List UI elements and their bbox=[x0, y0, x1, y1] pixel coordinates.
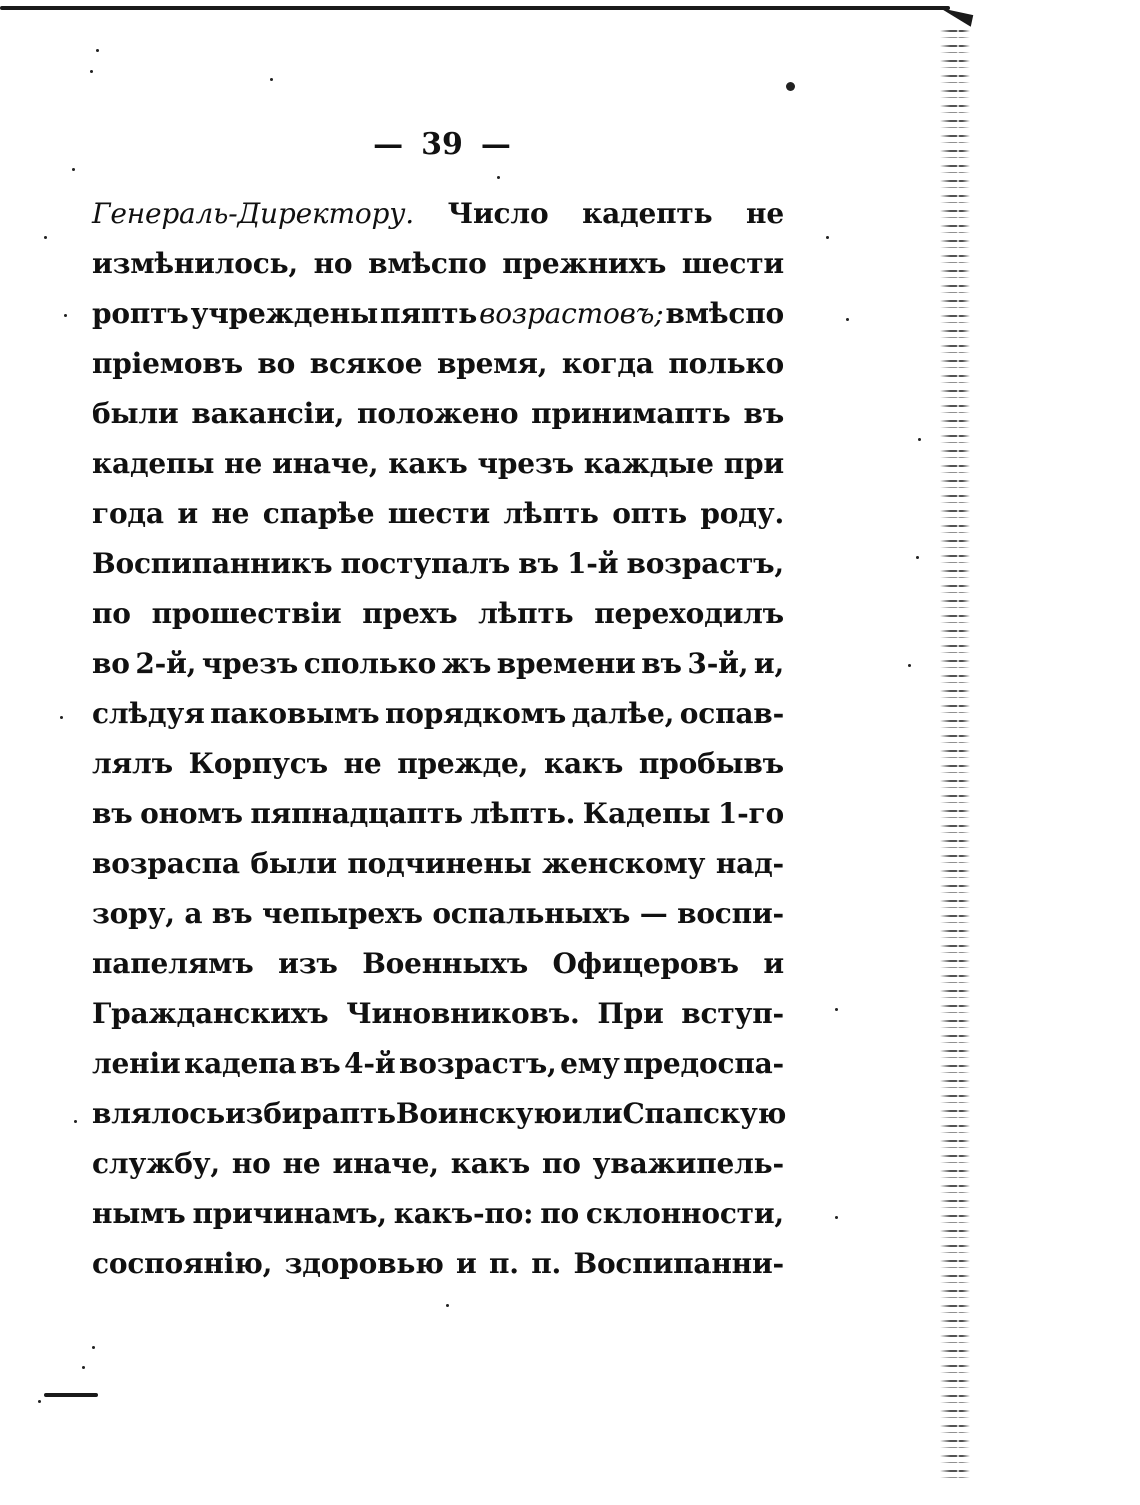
word: по bbox=[541, 1147, 581, 1180]
word: лѣпть. bbox=[470, 797, 576, 830]
word: подчинены bbox=[347, 847, 532, 880]
word: принимапть bbox=[531, 397, 731, 430]
text-line bbox=[92, 839, 784, 889]
word: какъ bbox=[543, 747, 624, 780]
word: возрастъ, bbox=[626, 547, 784, 580]
word: здоровью bbox=[284, 1247, 444, 1280]
word: въ bbox=[518, 547, 559, 580]
text-line bbox=[92, 989, 784, 1039]
word: Гражданскихъ bbox=[92, 997, 329, 1030]
ink-speck bbox=[270, 78, 273, 81]
word: вмѣспо bbox=[665, 297, 784, 330]
word: 3-й, bbox=[687, 647, 749, 680]
word: соспоянію, bbox=[92, 1247, 273, 1280]
word: вакансіи, bbox=[191, 397, 345, 430]
text-line bbox=[92, 1089, 787, 1139]
word: каждые bbox=[583, 447, 714, 480]
word: порядкомъ bbox=[384, 697, 566, 730]
ink-speck bbox=[916, 556, 919, 559]
word: но bbox=[231, 1147, 271, 1180]
word: измѣнилось, bbox=[92, 247, 298, 280]
word: положено bbox=[357, 397, 519, 430]
word: и bbox=[177, 497, 198, 530]
word: папелямъ bbox=[92, 947, 254, 980]
word: Число bbox=[447, 197, 549, 230]
word: леніи bbox=[92, 1047, 181, 1080]
ink-speck bbox=[44, 236, 47, 239]
word: чрезъ bbox=[477, 447, 574, 480]
word: возрастъ, bbox=[399, 1047, 557, 1080]
word: время, bbox=[436, 347, 548, 380]
word: поступалъ bbox=[340, 547, 511, 580]
word: Военныхъ bbox=[362, 947, 528, 980]
word: учреждены bbox=[190, 297, 378, 330]
word: лѣпть bbox=[478, 597, 574, 630]
word: далѣе, bbox=[571, 697, 675, 730]
ink-speck bbox=[96, 49, 99, 52]
ink-speck bbox=[835, 1216, 838, 1219]
word: были bbox=[250, 847, 337, 880]
word: ему bbox=[560, 1047, 620, 1080]
word: и bbox=[456, 1247, 477, 1280]
word: кадепа bbox=[184, 1047, 297, 1080]
text-line bbox=[92, 489, 784, 539]
word: не bbox=[343, 747, 382, 780]
word: предоспа- bbox=[623, 1047, 784, 1080]
word: Воспипанни- bbox=[573, 1247, 784, 1280]
text-line bbox=[92, 939, 784, 989]
word: не bbox=[746, 197, 784, 230]
text-line bbox=[92, 289, 784, 339]
word: возрастовъ; bbox=[479, 297, 664, 330]
ink-speck bbox=[908, 664, 911, 667]
text-line bbox=[92, 1189, 784, 1239]
body-text bbox=[92, 189, 787, 1289]
word: или bbox=[561, 1097, 623, 1130]
word: всякое bbox=[309, 347, 423, 380]
word: влялось bbox=[92, 1097, 225, 1130]
word: сполько bbox=[303, 647, 437, 680]
text-line bbox=[92, 239, 784, 289]
word: склонности, bbox=[585, 1197, 784, 1230]
word: зору, bbox=[92, 897, 175, 930]
word: по bbox=[92, 597, 131, 630]
text-line bbox=[92, 639, 784, 689]
ink-speck bbox=[72, 168, 75, 171]
ink-speck bbox=[835, 1008, 838, 1011]
word: были bbox=[92, 397, 179, 430]
word: паковымъ bbox=[210, 697, 380, 730]
text-line bbox=[92, 189, 784, 239]
word: времени bbox=[496, 647, 636, 680]
ink-speck bbox=[92, 1346, 95, 1349]
word: какъ bbox=[388, 447, 468, 480]
text-line bbox=[92, 889, 784, 939]
word: кадепть bbox=[582, 197, 713, 230]
word: 1-го bbox=[717, 797, 784, 830]
word: чепырехъ bbox=[261, 897, 423, 930]
word: вмѣспо bbox=[368, 247, 487, 280]
header-dash-left: — bbox=[373, 126, 404, 162]
word: прежде, bbox=[397, 747, 529, 780]
word: не bbox=[211, 497, 250, 530]
word: женскому bbox=[542, 847, 706, 880]
word: года bbox=[92, 497, 164, 530]
word: чрезъ bbox=[201, 647, 299, 680]
text-line bbox=[92, 389, 784, 439]
bottom-margin-mark bbox=[44, 1393, 98, 1397]
word: ономъ bbox=[140, 797, 243, 830]
word: службу, bbox=[92, 1147, 220, 1180]
word: прехъ bbox=[362, 597, 458, 630]
word: лѣпть bbox=[503, 497, 599, 530]
word: оспальныхъ bbox=[432, 897, 631, 930]
word: Офицеровъ bbox=[552, 947, 739, 980]
word: оспав- bbox=[679, 697, 784, 730]
word: При bbox=[597, 997, 664, 1030]
text-line bbox=[92, 1139, 784, 1189]
word: роптъ bbox=[92, 297, 189, 330]
top-rule-corner bbox=[938, 8, 974, 27]
ink-speck bbox=[826, 236, 829, 239]
word: 4-й bbox=[344, 1047, 396, 1080]
word: Генераль-Директору. bbox=[92, 197, 414, 230]
word: и bbox=[763, 947, 784, 980]
word: воспи- bbox=[677, 897, 784, 930]
text-line bbox=[92, 1239, 784, 1289]
ink-speck bbox=[846, 318, 849, 321]
word: жъ bbox=[441, 647, 492, 680]
word: по bbox=[540, 1197, 579, 1230]
word: во bbox=[92, 647, 130, 680]
ink-speck bbox=[38, 1400, 41, 1403]
word: иначе, bbox=[272, 447, 379, 480]
word: опть bbox=[612, 497, 687, 530]
word: шести bbox=[681, 247, 784, 280]
ink-speck bbox=[74, 1120, 77, 1123]
ink-speck bbox=[918, 438, 921, 441]
ink-speck bbox=[60, 716, 63, 719]
word: когда bbox=[561, 347, 654, 380]
word: Воинскую bbox=[395, 1097, 562, 1130]
word: Спапскую bbox=[622, 1097, 787, 1130]
word: пяпть bbox=[380, 297, 478, 330]
page-binding-edge bbox=[940, 30, 970, 1480]
word: причинамъ, bbox=[192, 1197, 387, 1230]
word: во bbox=[257, 347, 296, 380]
word: при bbox=[723, 447, 784, 480]
text-line bbox=[92, 689, 784, 739]
word: иначе, bbox=[332, 1147, 439, 1180]
text-line bbox=[92, 789, 784, 839]
word: въ bbox=[641, 647, 682, 680]
word: спарѣе bbox=[262, 497, 375, 530]
word: над- bbox=[715, 847, 784, 880]
text-line bbox=[92, 739, 784, 789]
top-rule bbox=[0, 6, 950, 10]
word: изъ bbox=[278, 947, 338, 980]
word: пріемовъ bbox=[92, 347, 243, 380]
word: не bbox=[282, 1147, 321, 1180]
text-line bbox=[92, 539, 784, 589]
word: не bbox=[224, 447, 263, 480]
word: въ bbox=[211, 897, 253, 930]
ink-speck bbox=[82, 1366, 85, 1369]
word: прошествіи bbox=[151, 597, 342, 630]
word: въ bbox=[299, 1047, 341, 1080]
word: вступ- bbox=[681, 997, 784, 1030]
text-line bbox=[92, 589, 784, 639]
word: Кадепы bbox=[582, 797, 711, 830]
word: какъ-по: bbox=[393, 1197, 534, 1230]
word: Воспипанникъ bbox=[92, 547, 333, 580]
word: нымъ bbox=[92, 1197, 186, 1230]
word: въ bbox=[92, 797, 133, 830]
word: возраспа bbox=[92, 847, 240, 880]
word: въ bbox=[743, 397, 784, 430]
word: переходилъ bbox=[594, 597, 784, 630]
ink-speck bbox=[446, 1304, 449, 1307]
word: а bbox=[184, 897, 203, 930]
word: прежнихъ bbox=[502, 247, 667, 280]
word: полько bbox=[668, 347, 784, 380]
ink-speck bbox=[497, 176, 500, 179]
text-line bbox=[92, 439, 784, 489]
word: уважипель- bbox=[592, 1147, 784, 1180]
word: и, bbox=[753, 647, 784, 680]
word: какъ bbox=[450, 1147, 530, 1180]
ink-speck bbox=[90, 70, 93, 73]
page-header bbox=[352, 124, 532, 164]
header-dash-right: — bbox=[480, 126, 511, 162]
word: п. bbox=[531, 1247, 562, 1280]
word: — bbox=[639, 897, 668, 930]
word: 2-й, bbox=[135, 647, 197, 680]
word: 1-й bbox=[566, 547, 619, 580]
text-line bbox=[92, 1039, 784, 1089]
word: Чиновниковъ. bbox=[346, 997, 580, 1030]
word: избирапть bbox=[224, 1097, 396, 1130]
word: п. bbox=[489, 1247, 519, 1280]
page-number: 39 bbox=[421, 126, 463, 162]
ink-speck bbox=[64, 314, 67, 317]
word: роду. bbox=[700, 497, 784, 530]
word: шести bbox=[387, 497, 490, 530]
word: но bbox=[313, 247, 353, 280]
word: пробывъ bbox=[638, 747, 784, 780]
ink-speck bbox=[786, 82, 795, 91]
word: кадепы bbox=[92, 447, 215, 480]
word: лялъ bbox=[92, 747, 173, 780]
word: пяпнадцапть bbox=[250, 797, 463, 830]
word: слѣдуя bbox=[92, 697, 205, 730]
word: Корпусъ bbox=[188, 747, 328, 780]
text-line bbox=[92, 339, 784, 389]
